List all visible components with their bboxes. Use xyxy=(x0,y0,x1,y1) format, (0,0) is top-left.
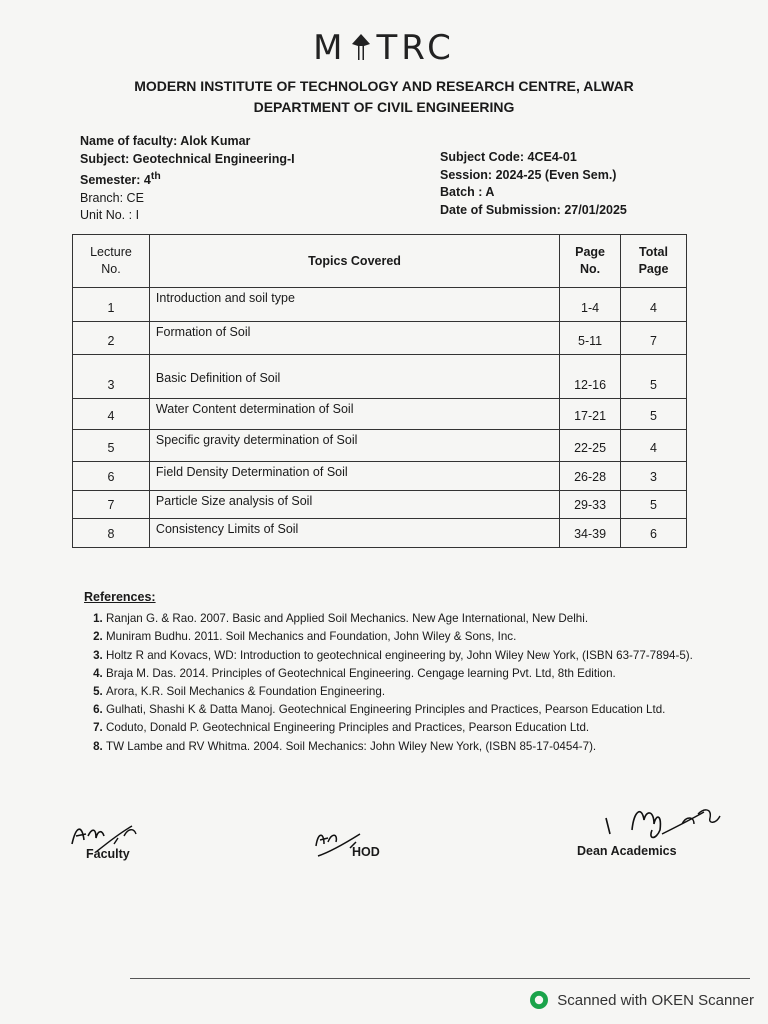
header-total-page: Total Page xyxy=(621,235,687,288)
header-page-no: Page No. xyxy=(560,235,621,288)
footer-divider xyxy=(130,978,750,979)
lecture-no: 8 xyxy=(73,519,150,548)
total-page: 3 xyxy=(621,462,687,491)
unit-number: Unit No. : I xyxy=(80,208,140,223)
pen-nib-icon xyxy=(348,32,374,62)
topic: Formation of Soil xyxy=(149,322,559,355)
faculty-name: Name of faculty: Alok Kumar xyxy=(80,134,251,148)
scanner-text: Scanned with OKEN Scanner xyxy=(557,991,754,1009)
page-no: 29-33 xyxy=(560,491,621,519)
batch: Batch : A xyxy=(440,185,495,199)
table-row xyxy=(73,355,687,399)
table-row xyxy=(73,462,687,491)
institute-name: MODERN INSTITUTE OF TECHNOLOGY AND RESEARCH CENTRE, ALWAR xyxy=(134,78,634,94)
page-no: 12-16 xyxy=(560,355,621,399)
table-row xyxy=(73,491,687,519)
table-row xyxy=(73,430,687,462)
institute-header xyxy=(0,76,768,118)
table-header-row xyxy=(73,235,687,288)
logo-left-letter: M xyxy=(313,28,347,68)
submission-date: Date of Submission: 27/01/2025 xyxy=(440,202,627,217)
lecture-no: 2 xyxy=(73,322,150,355)
logo-right-letters: TRC xyxy=(376,28,455,68)
header-topics: Topics Covered xyxy=(149,235,559,288)
semester-superscript: th xyxy=(150,171,161,182)
page-no: 1-4 xyxy=(560,288,621,322)
topic: Consistency Limits of Soil xyxy=(149,519,559,548)
reference-item: 8. TW Lambe and RV Whitma. 2004. Soil Mechanics: John Wiley New York, (ISBN 85-17-0454-7). xyxy=(106,738,720,756)
references-title: References: xyxy=(84,590,156,604)
topic: Water Content determination of Soil xyxy=(149,399,559,430)
lecture-no: 6 xyxy=(73,462,150,491)
lecture-no: 7 xyxy=(73,491,150,519)
total-page: 6 xyxy=(621,519,687,548)
lecture-no: 4 xyxy=(73,399,150,430)
table-row xyxy=(73,399,687,430)
reference-item: 2. Muniram Budhu. 2011. Soil Mechanics and Foundation, John Wiley & Sons, Inc. xyxy=(106,628,720,646)
reference-item: 7. Coduto, Donald P. Geotechnical Engineering Principles and Practices, Pearson Education Ltd. xyxy=(106,719,720,737)
topic: Introduction and soil type xyxy=(149,288,559,322)
page-no: 17-21 xyxy=(560,399,621,430)
subject-name: Subject: Geotechnical Engineering-I xyxy=(80,151,295,166)
reference-item: 3. Holtz R and Kovacs, WD: Introduction to geotechnical engineering by, John Wiley New York, (ISBN 63-77-7894-5). xyxy=(106,647,720,665)
reference-item: 6. Gulhati, Shashi K & Datta Manoj. Geotechnical Engineering Principles and Practices, Pearson Education Ltd. xyxy=(106,701,720,719)
page-no: 34-39 xyxy=(560,519,621,548)
topic: Basic Definition of Soil xyxy=(149,355,559,399)
total-page: 4 xyxy=(621,288,687,322)
total-page: 5 xyxy=(621,355,687,399)
reference-item: 1. Ranjan G. & Rao. 2007. Basic and Applied Soil Mechanics. New Age International, New Delhi. xyxy=(106,610,720,628)
course-info-right xyxy=(440,149,627,219)
subject-code: Subject Code: 4CE4-01 xyxy=(440,150,577,164)
references-section xyxy=(84,588,720,756)
semester-value: Semester: 4 xyxy=(80,173,151,188)
page-no: 26-28 xyxy=(560,462,621,491)
topic: Particle Size analysis of Soil xyxy=(149,491,559,519)
course-info-left xyxy=(80,133,295,225)
total-page: 4 xyxy=(621,430,687,462)
topic: Specific gravity determination of Soil xyxy=(149,430,559,462)
lecture-no: 1 xyxy=(73,288,150,322)
department-name: DEPARTMENT OF CIVIL ENGINEERING xyxy=(253,99,515,115)
reference-item: 4. Braja M. Das. 2014. Principles of Geotechnical Engineering. Cengage learning Pvt. Ltd, 8th Edition. xyxy=(106,665,720,683)
lecture-no: 5 xyxy=(73,430,150,462)
total-page: 5 xyxy=(621,399,687,430)
page-no: 22-25 xyxy=(560,430,621,462)
table-row xyxy=(73,519,687,548)
hod-signature-label: HOD xyxy=(352,845,380,859)
dean-signature-label: Dean Academics xyxy=(577,844,677,858)
reference-item: 5. Arora, K.R. Soil Mechanics & Foundation Engineering. xyxy=(106,683,720,701)
table-row xyxy=(73,322,687,355)
branch: Branch: CE xyxy=(80,190,144,205)
total-page: 5 xyxy=(621,491,687,519)
table-row xyxy=(73,288,687,322)
lecture-table xyxy=(72,234,687,548)
references-list xyxy=(84,610,720,756)
header-lecture-no: Lecture No. xyxy=(73,235,150,288)
topic: Field Density Determination of Soil xyxy=(149,462,559,491)
session: Session: 2024-25 (Even Sem.) xyxy=(440,167,617,182)
page-no: 5-11 xyxy=(560,322,621,355)
scanner-watermark xyxy=(529,990,754,1010)
faculty-signature-label: Faculty xyxy=(86,847,130,861)
semester xyxy=(80,168,295,190)
lecture-no: 3 xyxy=(73,355,150,399)
institute-logo xyxy=(0,28,768,68)
dean-handwritten-signature xyxy=(598,800,728,846)
total-page: 7 xyxy=(621,322,687,355)
oken-scanner-icon xyxy=(529,990,549,1010)
